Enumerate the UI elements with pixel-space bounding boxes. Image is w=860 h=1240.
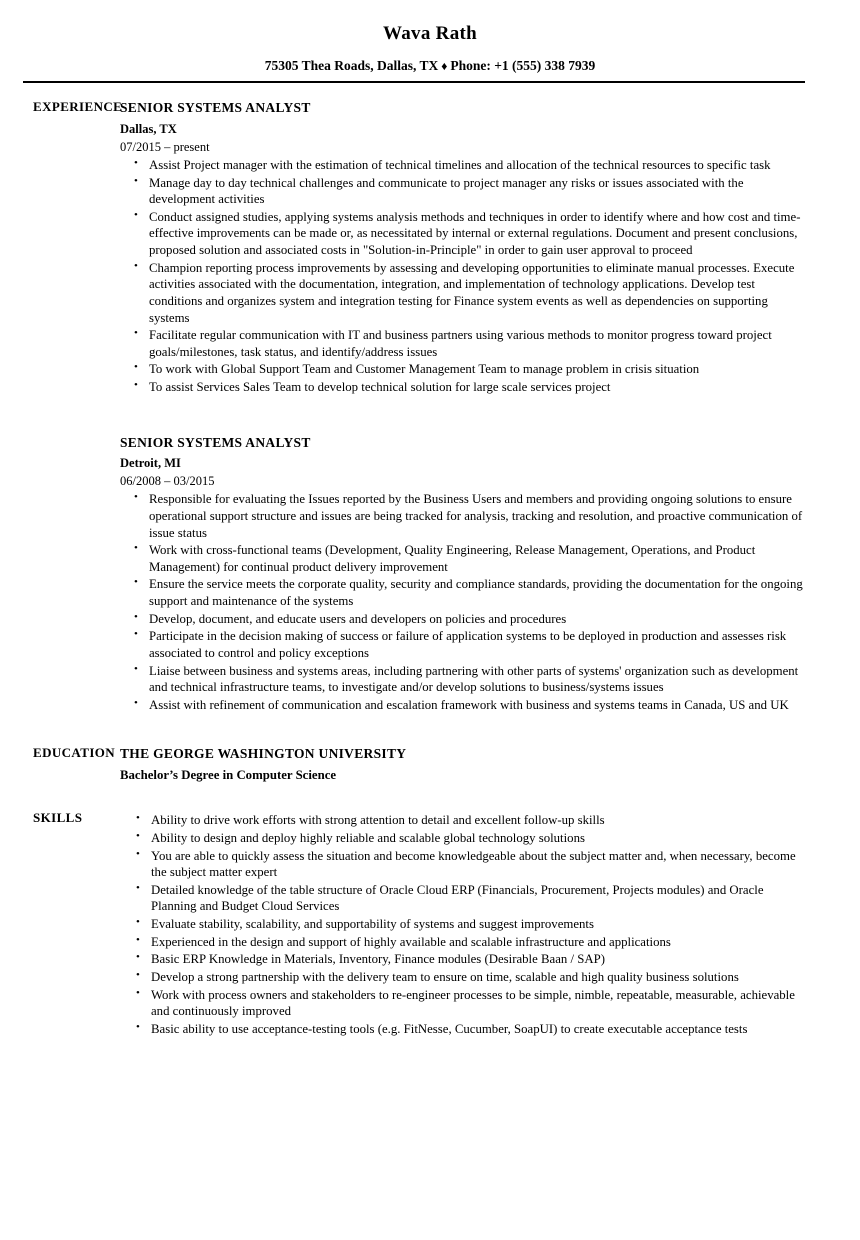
- resume-header: [0, 24, 860, 83]
- list-item: • Develop, document, and educate users and developers on policies and procedures: [120, 611, 810, 628]
- list-item: • Conduct assigned studies, applying systems analysis methods and techniques in order to identify where and how cost and time-effective improvements can be made or, as necessitated by internal or external regulations. Document and present conclusions, proposed solution and associated costs in "Solution-in-Principle" in order to gain user approval to proceed: [120, 209, 810, 259]
- list-item: • Assist Project manager with the estimation of technical timelines and allocation of the technical resources to specific task: [120, 157, 810, 174]
- list-item: • To assist Services Sales Team to develop technical solution for large scale services project: [120, 379, 810, 396]
- list-item: • Champion reporting process improvements by assessing and developing opportunities to eliminate manual processes. Execute activities associated with the documentation, integration, and implementation of technology applications. Develop test conditions and organizes system and integration testing for Finance system events as well as dependencies on supporting systems: [120, 260, 810, 327]
- education-body: [120, 745, 860, 784]
- job-entry: [120, 99, 810, 395]
- list-item: • Manage day to day technical challenges and communicate to project manager any risks or issues associated with the development activities: [120, 175, 810, 208]
- section-label-education: EDUCATION: [33, 745, 116, 761]
- diamond-separator-icon: ♦: [441, 58, 448, 73]
- list-item: • Evaluate stability, scalability, and supportability of systems and suggest improvements: [120, 916, 810, 933]
- job-entry: [120, 434, 810, 714]
- skills-body: [120, 810, 860, 1037]
- list-item: • Experienced in the design and support of highly available and scalable infrastructure and applications: [120, 934, 810, 951]
- contact-address: 75305 Thea Roads, Dallas, TX: [264, 57, 439, 73]
- list-item: • Assist with refinement of communication and escalation framework with business and systems teams in Canada, US and UK: [120, 697, 810, 714]
- list-item: • Develop a strong partnership with the delivery team to ensure on time, scalable and high quality business solutions: [120, 969, 810, 986]
- degree-name: Bachelor’s Degree in Computer Science: [120, 768, 337, 782]
- job-location: Dallas, TX: [120, 121, 177, 136]
- education-entry: [120, 745, 810, 784]
- candidate-name: Wava Rath: [382, 23, 478, 44]
- experience-section: [0, 99, 860, 713]
- list-item: • Detailed knowledge of the table structure of Oracle Cloud ERP (Financials, Procurement, Projects modules) and Oracle Planning and Budget Cloud Services: [120, 882, 810, 915]
- education-section: [0, 745, 860, 784]
- job-responsibility-list: [120, 157, 810, 396]
- list-item: • To work with Global Support Team and Customer Management Team to manage problem in crisis situation: [120, 361, 810, 378]
- job-location: Detroit, MI: [120, 456, 181, 471]
- list-item: • Liaise between business and systems areas, including partnering with other parts of systems' organization such as development and technical infrastructure teams, to investigate and/or develop solutions to business/systems issues: [120, 663, 810, 696]
- job-title: SENIOR SYSTEMS ANALYST: [120, 100, 311, 116]
- list-item: • Ensure the service meets the corporate quality, security and compliance standards, providing the documentation for the ongoing support and maintenance of the systems: [120, 576, 810, 609]
- job-dates: 06/2008 – 03/2015: [120, 474, 215, 489]
- contact-line: [0, 59, 860, 74]
- list-item: • Ability to design and deploy highly reliable and scalable global technology solutions: [120, 830, 810, 847]
- experience-body: [120, 99, 860, 713]
- job-responsibility-list: [120, 491, 810, 713]
- list-item: • Work with process owners and stakeholders to re-engineer processes to be simple, nimble, repeatable, measurable, achievable and continuously improved: [120, 987, 810, 1020]
- section-label-experience: EXPERIENCE: [33, 99, 123, 115]
- list-item: • Basic ERP Knowledge in Materials, Inventory, Finance modules (Desirable Baan / SAP): [120, 951, 810, 968]
- list-item: • Participate in the decision making of success or failure of application systems to be deployed in production and assesses risk associated to control and policy exceptions: [120, 628, 810, 661]
- list-item: • Basic ability to use acceptance-testing tools (e.g. FitNesse, Cucumber, SoapUI) to create executable acceptance tests: [120, 1021, 810, 1038]
- list-item: • You are able to quickly assess the situation and become knowledgeable about the subject matter and, when necessary, become the subject matter expert: [120, 848, 810, 881]
- header-divider: [23, 81, 805, 84]
- list-item: • Ability to drive work efforts with strong attention to detail and excellent follow-up skills: [120, 812, 810, 829]
- job-title: SENIOR SYSTEMS ANALYST: [120, 434, 311, 450]
- list-item: • Responsible for evaluating the Issues reported by the Business Users and members and providing ongoing solutions to ensure operational support structure and issues are being tracked for analysis, tracking and resolution, and proactive communication of issue status: [120, 491, 810, 541]
- section-label-skills: SKILLS: [33, 810, 83, 826]
- skills-section: [0, 810, 860, 1037]
- list-item: • Work with cross-functional teams (Development, Quality Engineering, Release Management, Operations, and Product Management) for continual product delivery improvement: [120, 542, 810, 575]
- contact-phone: Phone: +1 (555) 338 7939: [450, 57, 596, 73]
- job-dates: 07/2015 – present: [120, 139, 210, 154]
- skills-list: [120, 812, 810, 1037]
- school-name: THE GEORGE WASHINGTON UNIVERSITY: [120, 746, 407, 762]
- list-item: • Facilitate regular communication with IT and business partners using various methods to monitor progress toward project goals/milestones, task status, and identify/address issues: [120, 327, 810, 360]
